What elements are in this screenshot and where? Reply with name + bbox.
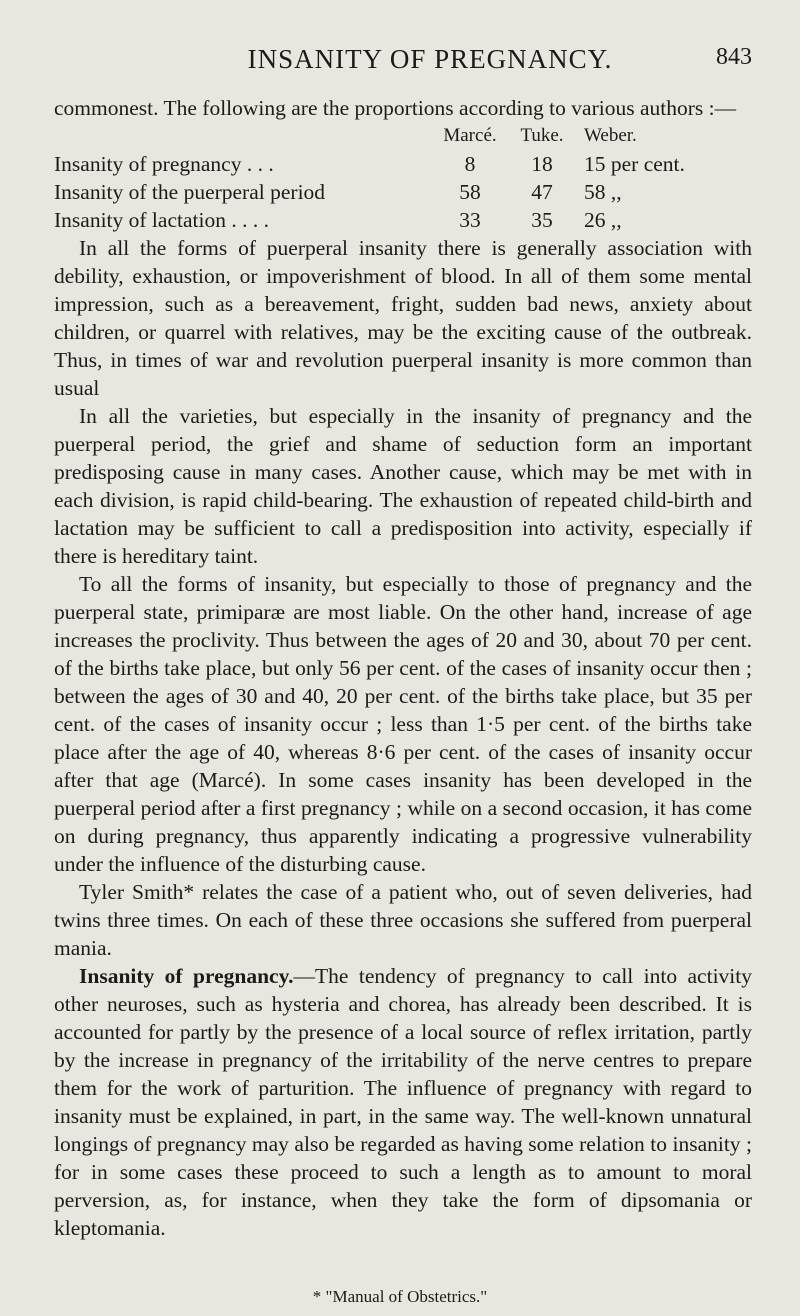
body-text xyxy=(54,94,752,1242)
row-label: Insanity of the puerperal period xyxy=(54,180,326,204)
table-cell: 35 xyxy=(531,208,553,232)
table-cell: 58 xyxy=(459,180,481,204)
table-cell: 33 xyxy=(459,208,481,232)
section-paragraph xyxy=(54,962,752,1242)
paragraph-causes: In all the forms of puerperal insanity there is generally association with debility, exhaustion, or impoverishment of blood. In all of them some mental impression, such as a bereavement, fright, sudden bad news, anxiety about children, or quarrel with relatives, may be the exciting cause of the outbreak. Thus, in times of war and revolution puerperal insanity is more common than usual xyxy=(54,236,752,400)
table-cell: 47 xyxy=(531,180,553,204)
table-row xyxy=(54,206,694,234)
table-cell: 58 ,, xyxy=(584,180,622,204)
column-header-marce: Marcé. xyxy=(443,125,497,146)
page-number: 843 xyxy=(716,44,752,70)
section-text: —The tendency of pregnancy to call into activity other neuroses, such as hysteria and chorea, has already been described. It is accounted for partly by the presence of a local source of reflex irritation, partly by the increase in pregnancy of the irritability of the nerve centres to prepare them for the work of parturition. The influence of pregnancy with regard to insanity must be explained, in part, in the same way. The well-known unnatural longings of pregnancy may also be regarded as having some relation to insanity ; for in some cases these proceed to such a length as to amount to moral perversion, as, for instance, when they take the form of dipsomania or kleptomania. xyxy=(54,964,752,1240)
paragraph-age: To all the forms of insanity, but especially to those of pregnancy and the puerperal state, primiparæ are most liable. On the other hand, increase of age increases the proclivity. Thus between the ages of 20 and 30, about 70 per cent. of the births take place, but only 56 per cent. of the cases of insanity occur then ; between the ages of 30 and 40, 20 per cent. of the births take place, but 35 per cent. of the cases of insanity occur ; less than 1·5 per cent. of the births take place after the age of 40, whereas 8·6 per cent. of the cases of insanity occur after that age (Marcé). In some cases insanity has been developed in the puerperal period after a first pregnancy ; while on a second occasion, it has come on during pregnancy, thus apparently indicating a progressive vulnerability under the influence of the disturbing cause. xyxy=(54,572,752,876)
column-header-tuke: Tuke. xyxy=(520,125,564,146)
table-cell: 8 xyxy=(464,152,476,176)
section-heading: Insanity of pregnancy. xyxy=(79,964,294,988)
row-label: Insanity of pregnancy . . . xyxy=(54,152,274,176)
table-header-row xyxy=(54,122,694,150)
column-header-weber: Weber. xyxy=(584,125,637,146)
table-cell: 26 ,, xyxy=(584,208,622,232)
paragraph-varieties: In all the varieties, but especially in the insanity of pregnancy and the puerperal period, the grief and shame of seduction form an important predisposing cause in many cases. Another cause, which may be met with in each division, is rapid child-bearing. The exhaustion of repeated child-birth and lactation may be sufficient to call a predisposition into activity, especially if there is hereditary taint. xyxy=(54,404,752,568)
running-title: INSANITY OF PREGNANCY. xyxy=(247,44,613,74)
paragraph-tyler-smith: Tyler Smith* relates the case of a patient who, out of seven deliveries, had twins three times. On each of these three occasions she suffered from puerperal mania. xyxy=(54,880,752,960)
table-row xyxy=(54,150,694,178)
row-label: Insanity of lactation . . . . xyxy=(54,208,269,232)
table-cell: 15 per cent. xyxy=(584,152,685,176)
footnote: * "Manual of Obstetrics." xyxy=(312,1287,488,1306)
table-cell: 18 xyxy=(531,152,553,176)
proportions-table xyxy=(54,122,694,234)
table-row xyxy=(54,178,694,206)
intro-paragraph: commonest. The following are the proportions according to various authors :— xyxy=(54,96,737,120)
